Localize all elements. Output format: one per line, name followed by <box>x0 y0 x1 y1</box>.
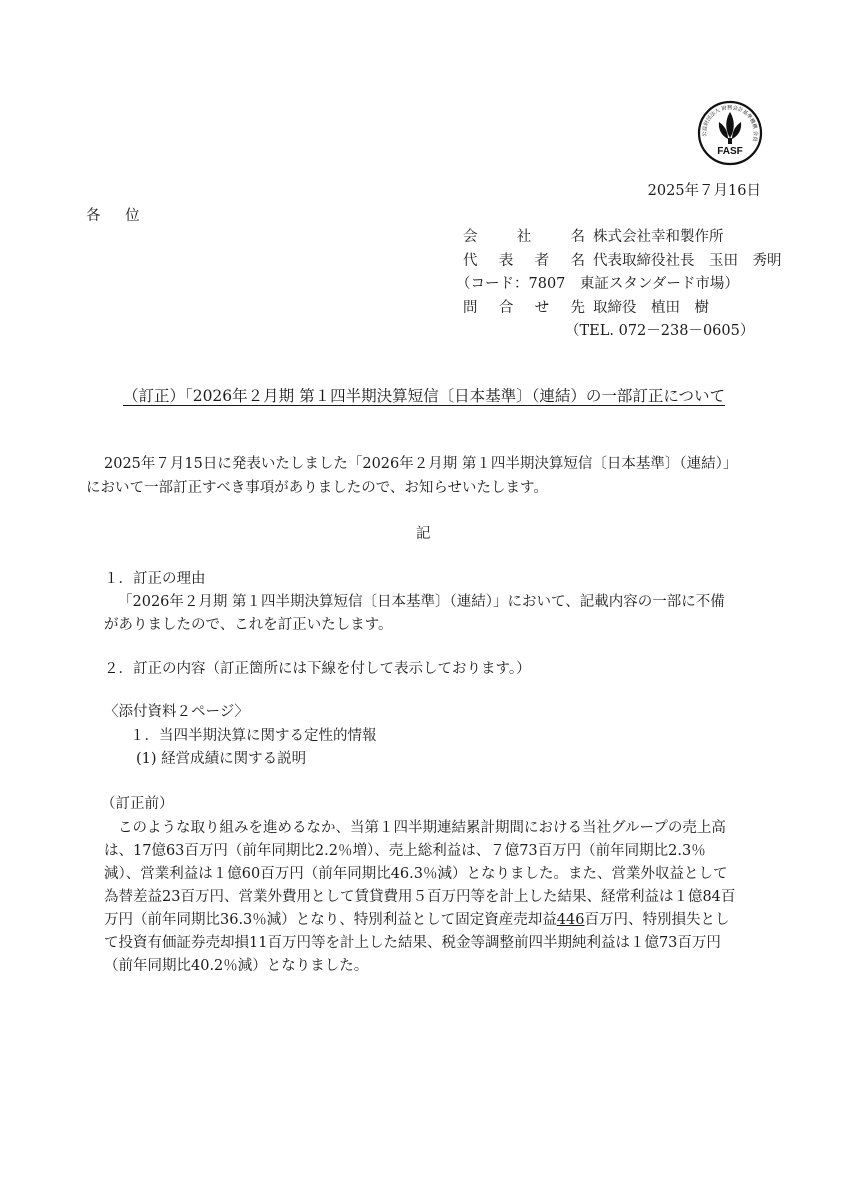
before-line-1: このような取り組みを進めるなか、当第１四半期連結累計期間における当社グループの売上高 <box>118 820 726 836</box>
contact-tel: （TEL. 072－238－0605） <box>565 323 755 339</box>
before-line-7: （前年同期比40.2％減）となりました。 <box>104 958 369 974</box>
company-row <box>463 225 724 246</box>
before-line-2: は、17億63百万円（前年同期比2.2％増）、売上総利益は、７億73百万円（前年同期比2.3％ <box>104 843 706 859</box>
logo-ring-text: 公益財団法人 財務会計基準機構 会員 <box>701 105 759 142</box>
representative-label: 代 表 者 名 <box>463 253 585 269</box>
intro-line-1: 2025年７月15日に発表いたしました「2026年２月期 第１四半期決算短信〔日本基準〕（連結）」 <box>104 456 738 472</box>
company-label: 会 社 名 <box>463 229 585 245</box>
before-line-4: 為替差益23百万円、営業外費用として賃貸費用５百万円等を計上した結果、経常利益は１億84百 <box>104 889 736 905</box>
attachment-sub1: １．当四半期決算に関する定性的情報 <box>130 728 377 744</box>
before-line-5-end: 百万円、特別損失とし <box>584 912 730 928</box>
before-line-6: て投資有価証券売却損11百万円等を計上した結果、税金等調整前四半期純利益は１億73百万円 <box>104 935 721 951</box>
attachment-ref: 〈添付資料２ページ〉 <box>104 704 249 720</box>
before-line-5-start: 万円（前年同期比36.3％減）となり、特別利益として固定資産売却益 <box>104 912 557 928</box>
section1-heading: １．訂正の理由 <box>104 571 206 587</box>
stock-code: （コード：7807 東証スタンダード市場） <box>456 276 739 292</box>
fasf-logo <box>697 100 763 166</box>
logo-text: FASF <box>717 146 743 157</box>
intro-line-2: において一部訂正すべき事項がありましたので、お知らせいたします。 <box>86 480 548 496</box>
release-date: 2025年７月16日 <box>647 183 761 199</box>
before-line-3: 減）、営業利益は１億60百万円（前年同期比46.3％減）となりました。また、営業外収益として <box>104 866 728 882</box>
company-name: 株式会社幸和製作所 <box>593 229 724 245</box>
addressee: 各 位 <box>86 208 150 224</box>
representative-name: 代表取締役社長 玉田 秀明 <box>593 253 782 269</box>
contact-row <box>463 296 709 317</box>
section1-line-2: がありましたので、これを訂正いたします。 <box>104 617 393 633</box>
section1-line-1: 「2026年２月期 第１四半期決算短信〔日本基準〕（連結）」において、記載内容の一部に不備 <box>118 594 725 610</box>
contact-label: 問 合 せ 先 <box>463 300 585 316</box>
section2-heading: ２．訂正の内容（訂正箇所には下線を付して表示しております。） <box>104 661 531 677</box>
leaf-icon <box>719 112 741 144</box>
attachment-sub2: (1) 経営成績に関する説明 <box>136 751 307 767</box>
contact-name: 取締役 植田 樹 <box>593 300 709 316</box>
ki-heading: 記 <box>416 526 431 542</box>
representative-row <box>463 249 782 270</box>
corrected-figure: 446 <box>556 912 585 928</box>
document-title: （訂正）「2026年２月期 第１四半期決算短信〔日本基準〕（連結）の一部訂正について <box>122 387 726 405</box>
before-label: （訂正前） <box>101 796 174 812</box>
before-line-5 <box>104 908 729 929</box>
